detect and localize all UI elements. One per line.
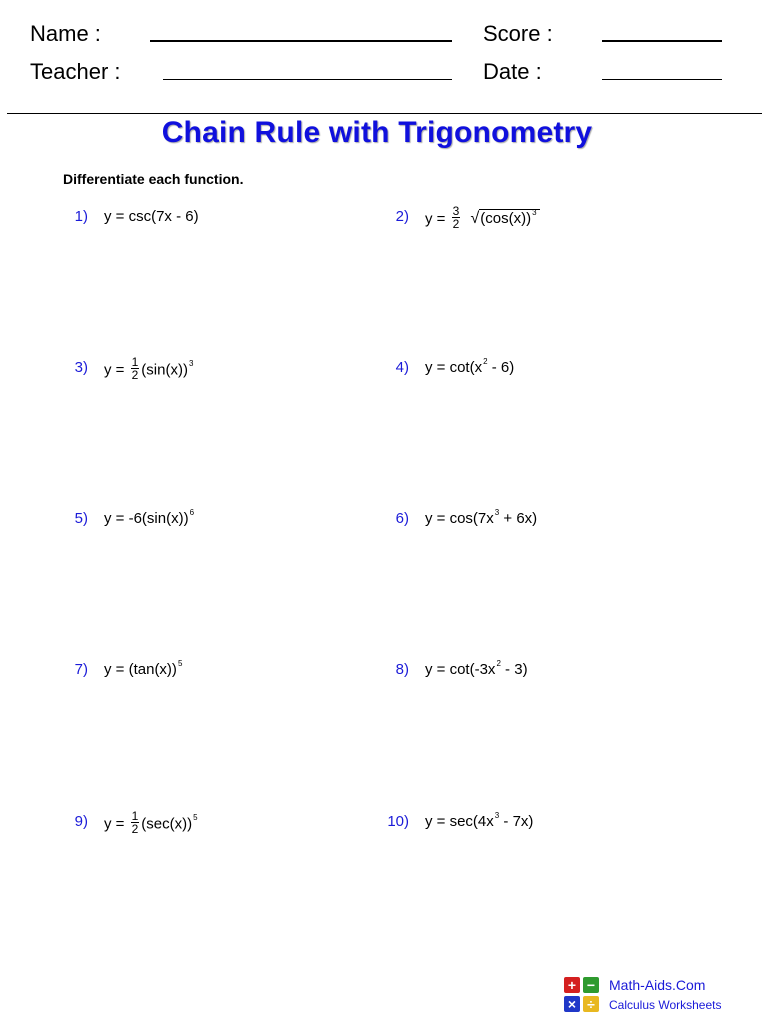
divide-icon: ÷ (583, 996, 599, 1012)
name-label: Name : (30, 21, 101, 46)
problem-equation: y = csc(7x - 6) (104, 208, 199, 225)
problem-number: 3) (74, 359, 88, 376)
problem-number: 9) (74, 813, 88, 830)
problem-1 (58, 207, 388, 247)
problem-4 (379, 358, 709, 398)
multiply-icon: × (564, 996, 580, 1012)
logo-title: Math-Aids.Com (609, 977, 706, 993)
score-field-line[interactable] (602, 40, 722, 42)
teacher-label: Teacher : (30, 59, 121, 84)
problem-equation: $y = -6(\sin(x))^6$ (104, 508, 195, 527)
name-field-line[interactable] (150, 40, 452, 42)
problem-number: 10) (387, 813, 409, 830)
problem-6 (379, 509, 709, 549)
problem-number: 4) (395, 359, 409, 376)
problem-equation: $y = \cos(7x^3 + 6x)$ (425, 508, 538, 527)
problem-number: 5) (74, 510, 88, 527)
instructions: Differentiate each function. (63, 171, 244, 187)
problem-number: 7) (74, 661, 88, 678)
problem-equation: $y = (\tan(x))^5$ (104, 659, 183, 678)
fraction: $\frac{1}{2}$ (131, 809, 139, 836)
problem-equation: y = $\frac{1}{2}$ $(\sec(x))^5$ (104, 809, 198, 836)
fraction: $\frac{3}{2}$ (452, 204, 460, 231)
problem-number: 6) (395, 510, 409, 527)
fraction: $\frac{1}{2}$ (131, 355, 139, 382)
math-aids-logo[interactable] (563, 976, 753, 1016)
problem-equation: y = $\frac{1}{2}$ $(\sin(x))^3$ (104, 355, 194, 382)
header-divider (7, 113, 762, 114)
plus-icon: + (564, 977, 580, 993)
date-field-line[interactable] (602, 79, 722, 80)
problem-number: 2) (395, 208, 409, 225)
problem-9 (58, 809, 388, 852)
problem-equation: $y = \cot(-3x^2 - 3)$ (425, 659, 528, 678)
problem-10 (379, 812, 709, 852)
problem-equation: y = $\frac{3}{2}$ $√(\cos(x))^3$ (425, 207, 540, 232)
problem-equation: $y = \cot(x^2 - 6)$ (425, 357, 515, 376)
logo-subtitle: Calculus Worksheets (609, 998, 722, 1012)
teacher-field-line[interactable] (163, 79, 452, 80)
square-root: $√(\cos(x))^3$ (470, 209, 539, 231)
problem-3 (58, 355, 388, 398)
score-label: Score : (483, 21, 553, 46)
radical-sign-icon: √ (470, 210, 480, 228)
problem-5 (58, 509, 388, 549)
problem-equation: $y = \sec(4x^3 - 7x)$ (425, 811, 534, 830)
problem-8 (379, 660, 709, 700)
minus-icon: − (583, 977, 599, 993)
problem-number: 1) (74, 208, 88, 225)
date-label: Date : (483, 59, 542, 84)
problem-number: 8) (395, 661, 409, 678)
page-title: Chain Rule with Trigonometry (161, 116, 593, 149)
problem-2 (379, 204, 709, 247)
problem-7 (58, 660, 388, 700)
operations-icon (563, 976, 601, 1014)
